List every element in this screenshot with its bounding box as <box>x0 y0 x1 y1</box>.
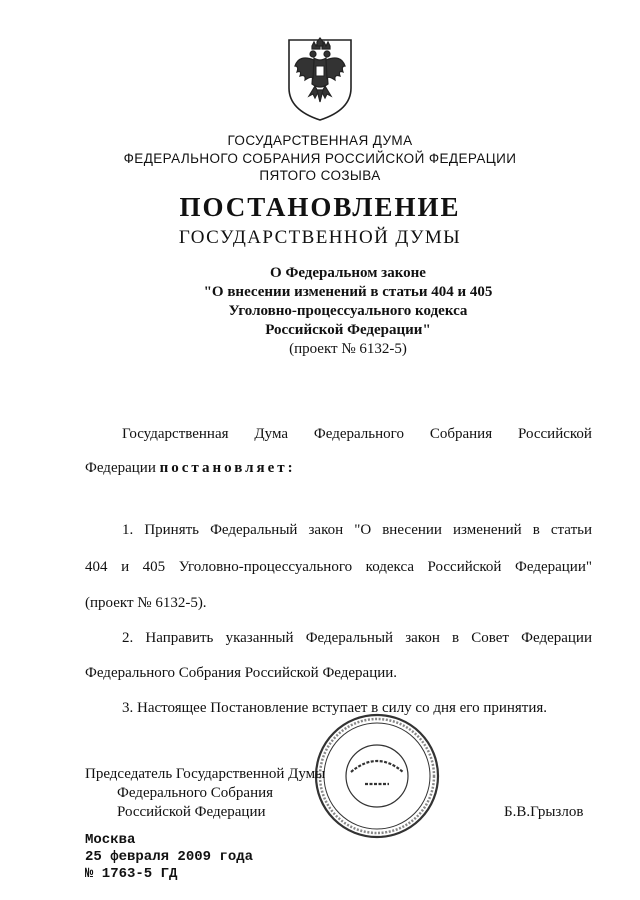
item-1-line-1: 1. Принять Федеральный закон "О внесении изменений в статьи <box>122 522 592 538</box>
intro-line-2 <box>85 460 296 477</box>
document-type-title: ПОСТАНОВЛЕНИЕ <box>179 192 461 222</box>
intro-line-2-prefix: Федерации <box>85 460 156 476</box>
document-owner-subtitle: ГОСУДАРСТВЕННОЙ ДУМЫ <box>178 227 462 248</box>
document-number: № 1763-5 ГД <box>85 866 178 882</box>
issue-city: Москва <box>85 832 136 848</box>
intro-word: Российской <box>518 426 592 442</box>
item-3: 3. Настоящее Постановление вступает в силу со дня его принятия. <box>122 700 548 716</box>
subject-line-2: "О внесении изменений в статьи 404 и 405 <box>203 284 493 300</box>
convocation-line: ПЯТОГО СОЗЫВА <box>259 168 381 183</box>
item-2-line-1: 2. Направить указанный Федеральный закон в Совет Федерации <box>122 630 592 646</box>
resolves-word: постановляет: <box>159 460 296 476</box>
coat-of-arms-emblem <box>285 36 355 122</box>
signatory-title-line-3: Российской Федерации <box>117 804 266 820</box>
official-seal-stamp <box>313 712 441 840</box>
issuing-body-line-1: ГОСУДАРСТВЕННАЯ ДУМА <box>227 133 413 148</box>
intro-line-1 <box>122 426 592 443</box>
item-1-line-3: (проект № 6132-5). <box>85 595 207 611</box>
intro-word: Государственная <box>122 426 229 442</box>
signatory-title-line-2: Федерального Собрания <box>117 785 274 801</box>
subject-line-1: О Федеральном законе <box>270 265 426 281</box>
signatory-name: Б.В.Грызлов <box>504 804 584 820</box>
issue-date: 25 февраля 2009 года <box>85 849 254 865</box>
signatory-title-line-1: Председатель Государственной Думы <box>85 766 326 782</box>
intro-word: Собрания <box>429 426 493 442</box>
intro-word: Федерального <box>313 426 404 442</box>
intro-word: Дума <box>254 426 289 442</box>
bill-number: (проект № 6132-5) <box>289 341 407 357</box>
subject-line-4: Российской Федерации" <box>265 322 431 338</box>
item-1-line-2: 404 и 405 Уголовно-процессуального кодекса Российской Федерации" <box>85 559 592 575</box>
item-2-line-2: Федерального Собрания Российской Федерации. <box>85 665 398 681</box>
subject-line-3: Уголовно-процессуального кодекса <box>228 303 468 319</box>
issuing-body-line-2: ФЕДЕРАЛЬНОГО СОБРАНИЯ РОССИЙСКОЙ ФЕДЕРАЦИИ <box>123 151 517 166</box>
